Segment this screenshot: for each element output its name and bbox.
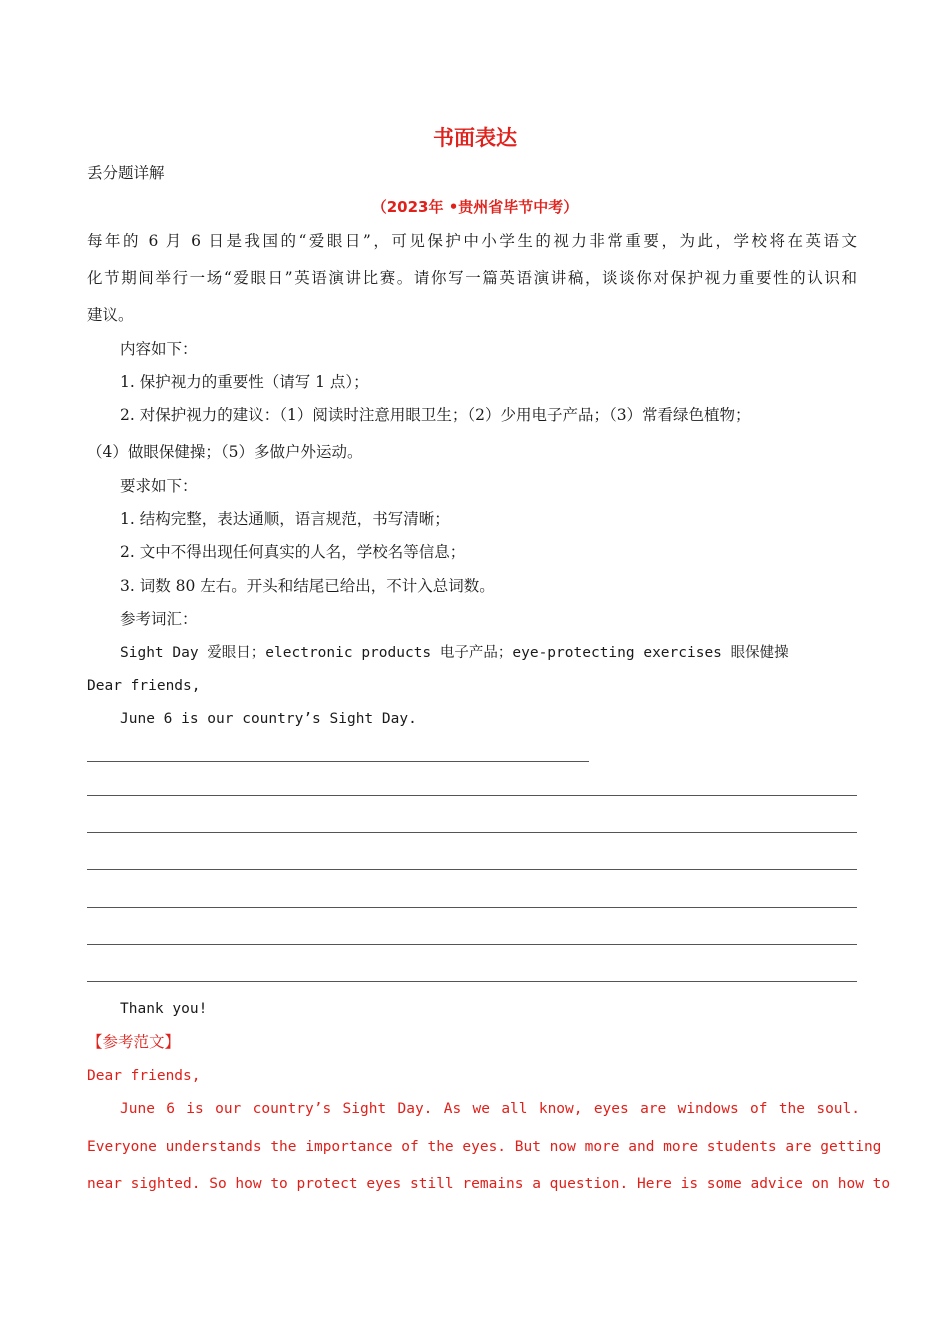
letter-opening: June 6 is our country’s Sight Day. <box>120 711 417 727</box>
letter-closing: Thank you! <box>120 1001 208 1017</box>
content-heading: 内容如下： <box>120 340 198 358</box>
content-item-2b: （4）做眼保健操；（5）多做户外运动。 <box>87 443 363 461</box>
sample-line-1: June 6 is our country’s Sight Day. As we all know, eyes are windows of the soul. <box>120 1101 860 1117</box>
content-item-1: 1. 保护视力的重要性（请写 1 点）； <box>120 373 369 391</box>
sample-line-2: Everyone understands the importance of the eyes. But now more and more students are getting <box>87 1139 882 1155</box>
prompt-line-1: 每年的 6 月 6 日是我国的“爱眼日”，可见保护中小学生的视力非常重要，为此，学校将在英语文 <box>87 232 857 250</box>
requirement-item-1: 1. 结构完整，表达通顺，语言规范，书写清晰； <box>120 510 450 528</box>
prompt-line-2: 化节期间举行一场“爱眼日”英语演讲比赛。请你写一篇英语演讲稿，谈谈你对保护视力重要性的认识和 <box>87 269 857 287</box>
answer-line <box>87 832 857 833</box>
letter-greeting: Dear friends, <box>87 678 201 694</box>
answer-line <box>87 944 857 945</box>
requirements-heading: 要求如下： <box>120 477 198 495</box>
requirement-item-3: 3. 词数 80 左右。开头和结尾已给出，不计入总词数。 <box>120 577 495 595</box>
requirement-item-2: 2. 文中不得出现任何真实的人名，学校名等信息； <box>120 543 466 561</box>
vocab-heading: 参考词汇： <box>120 610 198 628</box>
sample-label: 【参考范文】 <box>87 1033 181 1051</box>
section-label: 丢分题详解 <box>87 164 165 182</box>
answer-line <box>87 869 857 870</box>
answer-line <box>87 795 857 796</box>
sample-greeting: Dear friends, <box>87 1068 201 1084</box>
answer-line <box>87 907 857 908</box>
page-title: 书面表达 <box>433 126 517 150</box>
prompt-line-3: 建议。 <box>87 306 134 324</box>
answer-line <box>87 761 589 762</box>
sample-line-3: near sighted. So how to protect eyes still remains a question. Here is some advice on how to <box>87 1176 891 1192</box>
content-item-2a: 2. 对保护视力的建议：（1）阅读时注意用眼卫生；（2）少用电子产品；（3）常看绿色植物； <box>120 406 751 424</box>
vocab-line: Sight Day 爱眼日；electronic products 电子产品；eye-protecting exercises 眼保健操 <box>120 645 789 661</box>
answer-line <box>87 981 857 982</box>
source-label: （2023年 •贵州省毕节中考） <box>371 198 579 216</box>
